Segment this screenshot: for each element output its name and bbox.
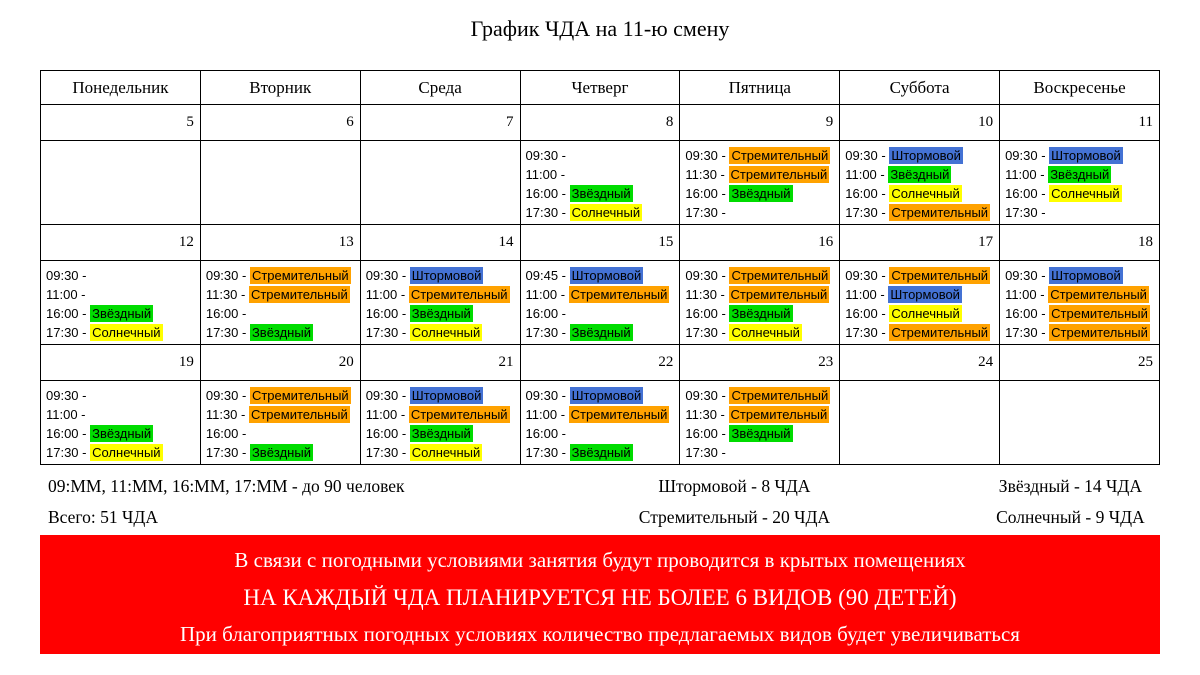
day-schedule-cell [520,261,680,345]
entry-time: 16:00 - [205,306,247,321]
activity-chip: Звёздный [251,445,311,460]
schedule-entry [206,424,359,443]
day-schedule-cell [840,141,1000,225]
activity-chip: Звёздный [731,426,791,441]
schedule-entry [46,304,199,323]
date-cell: 22 [520,345,680,381]
entry-time: 16:00 - [685,426,730,441]
date-cell: 20 [200,345,360,381]
activity-chip: Стремительный [731,268,829,283]
schedule-entry [845,304,998,323]
entry-time: 16:00 - [365,306,410,321]
date-cell: 18 [1000,225,1160,261]
entry-time: 11:00 - [46,287,86,302]
activity-chip: Стремительный [730,167,828,182]
schedule-entry [845,285,998,304]
entry-time: 17:30 - [365,445,410,460]
activity-chip: Штормовой [411,268,482,283]
schedule-calendar-table [40,70,1160,465]
entry-time: 16:00 - [46,306,91,321]
activity-chip: Стремительный [730,407,828,422]
day-header: Четверг [520,71,680,105]
entry-time: 09:30 - [845,268,890,283]
activity-chip: Солнечный [571,205,641,220]
date-cell: 5 [41,105,201,141]
date-cell: 6 [200,105,360,141]
day-schedule-cell [360,141,520,225]
entry-time: 17:30 - [205,325,250,340]
day-schedule-cell [680,141,840,225]
activity-chip: Солнечный [92,325,161,340]
entry-time: 11:00 - [525,407,569,422]
schedule-entry [1005,285,1158,304]
date-cell: 21 [360,345,520,381]
schedule-entry [685,146,838,165]
entry-time: 11:00 - [46,407,86,422]
entry-time: 16:00 - [205,426,247,441]
entry-time: 09:30 - [525,388,570,403]
entry-time: 16:00 - [845,306,890,321]
schedule-entry [845,165,998,184]
entry-time: 11:30 - [685,407,729,422]
date-cell: 10 [840,105,1000,141]
schedule-entry [1005,146,1158,165]
activity-chip: Стремительный [1051,306,1148,321]
entry-time: 11:00 - [1005,167,1049,182]
entry-time: 09:30 - [525,148,567,163]
day-schedule-cell [41,381,201,465]
schedule-entry [526,386,679,405]
schedule-entry [206,266,359,285]
entry-time: 16:00 - [845,186,890,201]
entry-time: 16:00 - [525,186,570,201]
schedule-entry [1005,184,1158,203]
schedule-entry [526,165,679,184]
entry-time: 16:00 - [685,306,730,321]
zvyozdny-count: Звёздный - 14 ЧДА [998,476,1142,496]
entry-time: 17:30 - [205,445,250,460]
activity-chip: Звёздный [571,325,631,340]
solnechny-count: Солнечный - 9 ЧДА [996,507,1145,527]
date-cell: 23 [680,345,840,381]
schedule-entry [685,424,838,443]
entry-time: 16:00 - [685,186,730,201]
entry-time: 09:30 - [1005,268,1050,283]
schedule-entry [685,203,838,222]
entry-time: 09:30 - [685,148,730,163]
day-header: Вторник [200,71,360,105]
schedule-entry [206,405,359,424]
schedule-entry [526,184,679,203]
activity-chip: Стремительный [251,268,349,283]
entry-time: 17:30 - [46,325,91,340]
total-count: Всего: 51 ЧДА [48,507,158,527]
activity-chip: Стремительный [1051,325,1148,340]
entry-time: 11:00 - [1005,287,1049,302]
entry-time: 16:00 - [365,426,410,441]
entry-time: 09:30 - [1005,148,1050,163]
activity-chip: Стремительный [731,148,829,163]
schedule-entry [685,184,838,203]
schedule-entry [526,405,679,424]
day-schedule-cell [1000,141,1160,225]
entry-time: 17:30 - [365,325,410,340]
schedule-entry [845,146,998,165]
schedule-entry [526,424,679,443]
date-cell: 25 [1000,345,1160,381]
weather-notice-banner [40,535,1160,654]
activity-chip: Стремительный [251,388,349,403]
schedule-entry [206,304,359,323]
entry-time: 17:30 - [525,205,570,220]
entry-time: 17:30 - [1005,325,1050,340]
date-row [41,345,1160,381]
schedule-entry [366,323,519,342]
entry-time: 17:30 - [685,445,726,460]
entry-time: 09:30 - [365,268,410,283]
entry-time: 11:00 - [525,167,566,182]
activity-chip: Стремительный [731,388,829,403]
schedule-row [41,261,1160,345]
date-cell: 11 [1000,105,1160,141]
schedule-entry [366,285,519,304]
entry-time: 09:30 - [685,268,730,283]
schedule-entry [46,323,199,342]
activity-chip: Звёздный [731,306,791,321]
activity-chip: Звёздный [571,186,631,201]
date-cell: 7 [360,105,520,141]
schedule-entry [46,285,199,304]
activity-chip: Штормовой [411,388,482,403]
day-schedule-cell [680,381,840,465]
day-schedule-cell [840,261,1000,345]
schedule-entry [526,266,679,285]
day-schedule-cell [200,261,360,345]
day-schedule-cell [200,141,360,225]
activity-chip: Стремительный [891,325,989,340]
stremitelny-count: Стремительный - 20 ЧДА [638,507,831,527]
date-row [41,105,1160,141]
activity-chip: Звёздный [890,167,950,182]
activity-chip: Штормовой [1051,268,1121,283]
schedule-entry [685,304,838,323]
day-header: Понедельник [41,71,201,105]
entry-time: 09:30 - [205,388,250,403]
activity-chip: Стремительный [250,407,348,422]
activity-chip: Стремительный [891,205,989,220]
entry-time: 11:00 - [845,287,889,302]
schedule-entry [685,405,838,424]
activity-chip: Солнечный [92,445,161,460]
activity-chip: Штормовой [891,148,961,163]
activity-chip: Звёздный [92,426,152,441]
entry-time: 17:30 - [845,205,890,220]
schedule-entry [1005,165,1158,184]
activity-chip: Солнечный [411,445,481,460]
banner-line-2: НА КАЖДЫЙ ЧДА ПЛАНИРУЕТСЯ НЕ БОЛЕЕ 6 ВИДОВ (90 ДЕТЕЙ) [243,585,957,610]
entry-time: 11:30 - [205,407,249,422]
schedule-entry [526,304,679,323]
day-schedule-cell [680,261,840,345]
schedule-entry [206,443,359,462]
schedule-entry [685,323,838,342]
schedule-entry [685,165,838,184]
activity-chip: Стремительный [410,407,508,422]
schedule-entry [46,405,199,424]
entry-time: 11:00 - [845,167,889,182]
schedule-entry [1005,266,1158,285]
entry-time: 16:00 - [525,306,567,321]
schedule-entry [526,203,679,222]
schedule-entry [526,443,679,462]
entry-time: 17:30 - [685,205,726,220]
activity-chip: Солнечный [411,325,481,340]
entry-time: 09:30 - [46,388,87,403]
schedule-entry [845,203,998,222]
entry-time: 11:00 - [365,407,409,422]
banner-line-3: При благоприятных погодных условиях количество предлагаемых видов будет увеличиваться [180,622,1020,646]
entry-time: 11:00 - [365,287,409,302]
date-cell: 19 [41,345,201,381]
day-header: Воскресенье [1000,71,1160,105]
entry-time: 11:30 - [685,287,729,302]
day-schedule-cell [360,261,520,345]
summary-right-column [981,471,1160,533]
schedule-row [41,381,1160,465]
schedule-entry [366,443,519,462]
activity-chip: Стремительный [1050,287,1147,302]
schedule-entry [685,266,838,285]
day-header: Среда [360,71,520,105]
day-schedule-cell [360,381,520,465]
schedule-entry [526,146,679,165]
activity-chip: Солнечный [731,325,800,340]
activity-chip: Звёздный [731,186,791,201]
schedule-entry [845,266,998,285]
date-cell: 8 [520,105,680,141]
date-cell: 9 [680,105,840,141]
entry-time: 16:00 - [525,426,567,441]
entry-time: 16:00 - [46,426,91,441]
schedule-entry [206,386,359,405]
date-cell: 14 [360,225,520,261]
day-schedule-cell [520,381,680,465]
schedule-entry [46,386,199,405]
activity-chip: Стремительный [410,287,508,302]
banner-line-1: В связи с погодными условиями занятия будут проводится в крытых помещениях [234,548,966,572]
schedule-entry [845,323,998,342]
entry-time: 16:00 - [1005,186,1050,201]
activity-chip: Штормовой [571,268,642,283]
summary-middle-column [488,471,981,533]
schedule-entry [1005,203,1158,222]
entry-time: 09:30 - [205,268,250,283]
date-cell: 16 [680,225,840,261]
date-cell: 24 [840,345,1000,381]
entry-time: 11:00 - [525,287,569,302]
activity-chip: Штормовой [1051,148,1121,163]
date-row [41,225,1160,261]
schedule-entry [366,304,519,323]
entry-time: 09:45 - [525,268,570,283]
schedule-entry [526,285,679,304]
day-schedule-cell [41,261,201,345]
schedule-entry [685,386,838,405]
day-header-row [41,71,1160,105]
schedule-entry [1005,304,1158,323]
schedule-entry [46,424,199,443]
activity-chip: Звёздный [571,445,631,460]
entry-time: 17:30 - [525,445,570,460]
activity-chip: Штормовой [571,388,642,403]
activity-chip: Стремительный [570,287,668,302]
entry-time: 09:30 - [365,388,410,403]
schedule-entry [206,285,359,304]
schedule-entry [845,184,998,203]
activity-chip: Звёздный [411,306,471,321]
entry-time: 16:00 - [1005,306,1050,321]
day-schedule-cell [1000,381,1160,465]
schedule-entry [685,285,838,304]
entry-time: 09:30 - [685,388,730,403]
date-cell: 17 [840,225,1000,261]
schedule-entry [685,443,838,462]
entry-time: 17:30 - [1005,205,1046,220]
entry-time: 17:30 - [845,325,890,340]
summary-section [40,471,1160,533]
schedule-entry [526,323,679,342]
day-schedule-cell [41,141,201,225]
activity-chip: Стремительный [730,287,828,302]
schedule-entry [46,266,199,285]
day-schedule-cell [520,141,680,225]
entry-time: 11:30 - [685,167,729,182]
schedule-entry [206,323,359,342]
activity-chip: Солнечный [891,186,960,201]
date-cell: 12 [41,225,201,261]
schedule-entry [366,405,519,424]
schedule-entry [366,386,519,405]
day-header: Суббота [840,71,1000,105]
schedule-entry [1005,323,1158,342]
day-schedule-cell [840,381,1000,465]
summary-left-column [40,471,488,533]
schedule-entry [46,443,199,462]
entry-time: 17:30 - [685,325,730,340]
activity-chip: Стремительный [570,407,668,422]
date-cell: 13 [200,225,360,261]
activity-chip: Звёздный [411,426,471,441]
activity-chip: Стремительный [250,287,348,302]
schedule-entry [366,266,519,285]
page-title: График ЧДА на 11-ю смену [470,16,730,41]
schedule-entry [366,424,519,443]
day-header: Пятница [680,71,840,105]
activity-chip: Звёздный [251,325,311,340]
activity-chip: Солнечный [891,306,960,321]
activity-chip: Солнечный [1051,186,1120,201]
entry-time: 17:30 - [525,325,570,340]
activity-chip: Звёздный [92,306,152,321]
entry-time: 09:30 - [46,268,87,283]
date-cell: 15 [520,225,680,261]
activity-chip: Звёздный [1050,167,1110,182]
entry-time: 09:30 - [845,148,890,163]
entry-time: 11:30 - [205,287,249,302]
capacity-note: 09:ММ, 11:ММ, 16:ММ, 17:ММ - до 90 человек [48,476,405,496]
day-schedule-cell [1000,261,1160,345]
activity-chip: Стремительный [891,268,989,283]
schedule-row [41,141,1160,225]
entry-time: 17:30 - [46,445,91,460]
activity-chip: Штормовой [890,287,960,302]
day-schedule-cell [200,381,360,465]
shtormovoy-count: Штормовой - 8 ЧДА [658,476,811,496]
